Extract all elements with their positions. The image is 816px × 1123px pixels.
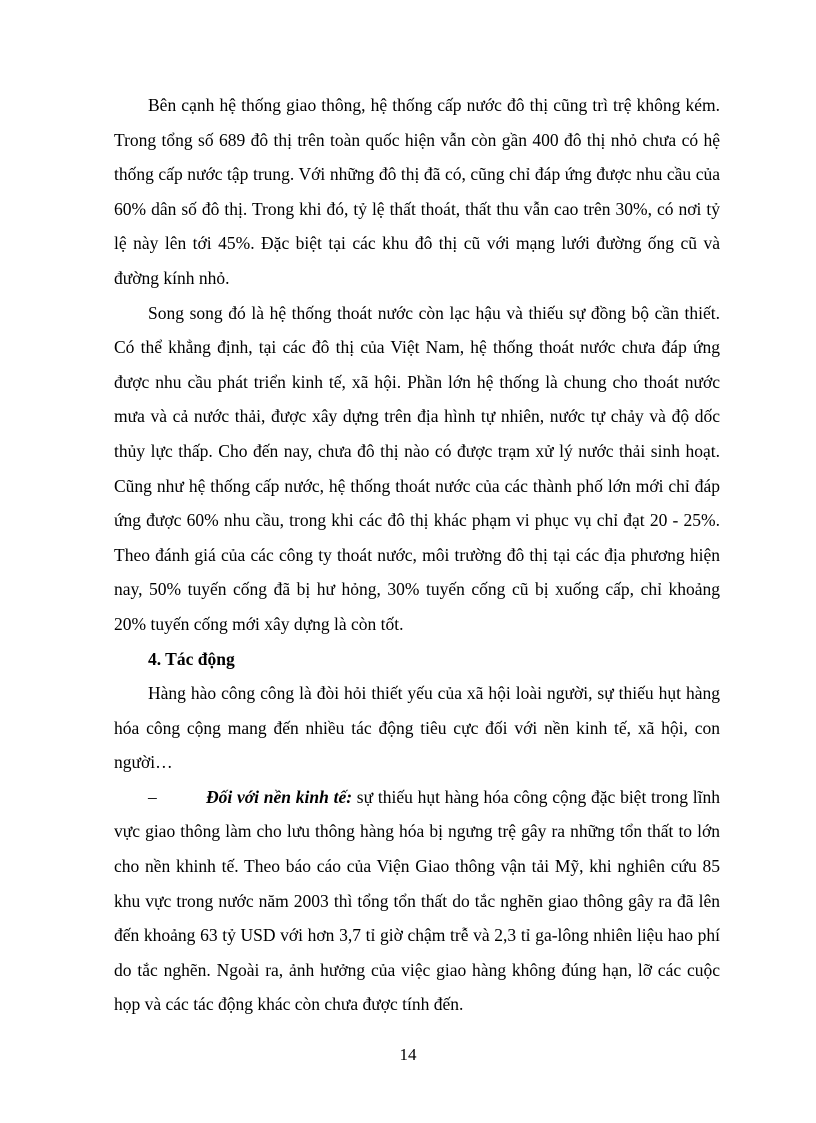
- bullet-lead: Đối với nền kinh tế:: [206, 786, 353, 807]
- page-number: 14: [399, 1045, 417, 1064]
- bullet-dash: –: [148, 786, 157, 807]
- paragraph-drainage: Song song đó là hệ thống thoát nước còn lạc hậu và thiếu sự đồng bộ cần thiết. Có thể khẳng định, tại các đô thị của Việt Nam, hệ thống thoát nước chưa đáp ứng được nhu cầu phát triển kinh tế, xã hội. Phần lớn hệ thống là chung cho thoát nước mưa và cả nước thải, được xây dựng trên địa hình tự nhiên, nước tự chảy và độ dốc thủy lực thấp. Cho đến nay, chưa đô thị nào có được trạm xử lý nước thải sinh hoạt. Cũng như hệ thống cấp nước, hệ thống thoát nước của các thành phố lớn mới chỉ đáp ứng được 60% nhu cầu, trong khi các đô thị khác phạm vi phục vụ chỉ đạt 20 - 25%. Theo đánh giá của các công ty thoát nước, môi trường đô thị tại các địa phương hiện nay, 50% tuyến cống đã bị hư hỏng, 30% tuyến cống cũ bị xuống cấp, chỉ khoảng 20% tuyến cống mới xây dựng là còn tốt.: [114, 302, 720, 634]
- paragraph-impact-intro: Hàng hào công công là đòi hỏi thiết yếu của xã hội loài người, sự thiếu hụt hàng hóa công cộng mang đến nhiều tác động tiêu cực đối với nền kinh tế, xã hội, con người…: [114, 683, 720, 773]
- bullet-text: sự thiếu hụt hàng hóa công cộng đặc biệt trong lĩnh vực giao thông làm cho lưu thông hàng hóa bị ngưng trệ gây ra những tổn thất to lớn cho nền khinh tế. Theo báo cáo của Viện Giao thông vận tải Mỹ, khi nghiên cứu 85 khu vực trong nước năm 2003 thì tổng tổn thất do tắc nghẽn giao thông gây ra đã lên đến khoảng 63 tỷ USD với hơn 3,7 tỉ giờ chậm trễ và 2,3 tỉ ga-lông nhiên liệu hao phí do tắc nghẽn. Ngoài ra, ảnh hưởng của việc giao hàng không đúng hạn, lỡ các cuộc họp và các tác động khác còn chưa được tính đến.: [114, 786, 720, 1015]
- paragraph-water-supply: Bên cạnh hệ thống giao thông, hệ thống cấp nước đô thị cũng trì trệ không kém. Trong tổng số 689 đô thị trên toàn quốc hiện vẫn còn gần 400 đô thị nhỏ chưa có hệ thống cấp nước tập trung. Với những đô thị đã có, cũng chỉ đáp ứng được nhu cầu của 60% dân số đô thị. Trong khi đó, tỷ lệ thất thoát, thất thu vẫn cao trên 30%, có nơi tỷ lệ này lên tới 45%. Đặc biệt tại các khu đô thị cũ với mạng lưới đường ống cũ và đường kính nhỏ.: [114, 95, 720, 288]
- section-heading: 4. Tác động: [148, 648, 235, 669]
- bullet-economy: [114, 780, 720, 1022]
- page-body: [114, 88, 720, 1022]
